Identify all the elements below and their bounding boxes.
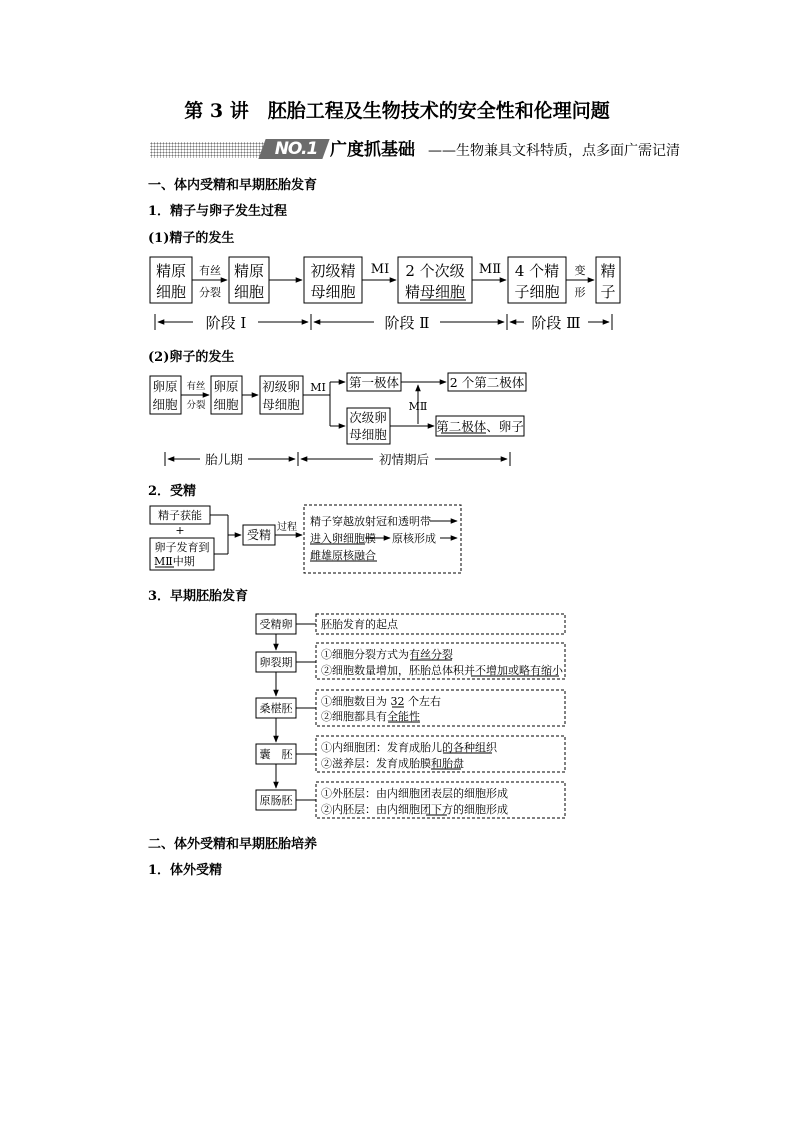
sperm-box4-line2: 精母细胞: [404, 283, 466, 301]
sub-2-heading: (2)卵子的发生: [148, 350, 235, 365]
embryo-desc-2b: ②细胞数量增加，胚胎总体积并不增加或略有缩小: [321, 664, 563, 677]
banner-subtitle: ——生物兼具文科特质，点多面广需记清: [428, 143, 680, 159]
sperm-arrow4-label: MⅡ: [478, 262, 502, 277]
embryo-desc-4a: ①内细胞团：发育成胎儿的各种组织: [321, 741, 497, 754]
sperm-arrow5-label-bottom: 形: [574, 286, 586, 299]
egg-final: 第二极体、卵子: [436, 419, 524, 434]
egg-box2-line2: 细胞: [213, 397, 239, 412]
embryo-stage-3: 桑椹胚: [259, 702, 293, 715]
egg-arrow1-label-top: 有丝: [186, 381, 206, 392]
sperm-box3-line1: 初级精: [310, 262, 356, 280]
sperm-box5-line1: 4 个精: [514, 262, 560, 280]
banner-title: 广度抓基础: [330, 140, 415, 160]
embryo-desc-3a: ①细胞数目为 32 个左右: [321, 695, 441, 708]
embryo-stage-1: 受精卵: [259, 618, 293, 631]
embryo-desc-4b: ②滋养层：发育成胎膜和胎盘: [321, 757, 464, 770]
egg-mii-label: MⅡ: [408, 400, 428, 413]
sperm-arrow3-label: MⅠ: [370, 262, 390, 277]
sperm-box6-line2: 子: [600, 283, 616, 301]
sperm-arrow1-label-top: 有丝: [199, 264, 221, 277]
egg-secondary-line2: 母细胞: [349, 427, 387, 442]
section-1-heading: 一、体内受精和早期胚胎发育: [148, 178, 318, 193]
egg-second-polar-bodies: 2 个第二极体: [449, 375, 525, 390]
fert-step-3: 雌雄原核融合: [310, 549, 376, 562]
sperm-box1-line2: 细胞: [155, 283, 187, 301]
stage-3-label: 阶段 Ⅲ: [531, 314, 581, 332]
embryo-desc-3b: ②细胞都具有全能性: [321, 710, 420, 723]
embryo-desc-1: 胚胎发育的起点: [321, 618, 398, 631]
item-3-heading: 3．早期胚胎发育: [148, 589, 249, 604]
page-title: 第 3 讲 胚胎工程及生物技术的安全性和伦理问题: [184, 100, 610, 122]
embryo-stage-4: 囊 胚: [259, 748, 293, 761]
sperm-box6-line1: 精: [600, 262, 616, 280]
period-2-label: 初情期后: [378, 452, 430, 467]
egg-box1-line2: 细胞: [152, 397, 178, 412]
sperm-box2-line2: 细胞: [233, 283, 265, 301]
embryo-desc-5a: ①外胚层：由内细胞团表层的细胞形成: [321, 787, 508, 800]
fert-step-2b: 原核形成: [392, 532, 436, 545]
egg-box2-line1: 卵原: [213, 379, 239, 394]
fert-oocyte-line1: 卵子发育到: [154, 541, 210, 554]
sub-1-heading: (1)精子的发生: [148, 231, 235, 246]
egg-arrow1-label-bottom: 分裂: [186, 400, 206, 411]
fert-plus: +: [175, 524, 185, 537]
section-2-heading: 二、体外受精和早期胚胎培养: [148, 837, 318, 852]
embryo-stage-5: 原肠胚: [259, 794, 293, 807]
sperm-arrow5-label-top: 变: [574, 264, 586, 277]
fert-step-1: 精子穿越放射冠和透明带: [310, 515, 431, 528]
fert-oocyte-line2: MⅡ中期: [154, 555, 195, 568]
egg-mi-label: MⅠ: [310, 381, 326, 394]
egg-box1-line1: 卵原: [152, 379, 178, 394]
sperm-box2-line1: 精原: [233, 262, 265, 280]
sperm-box4-line1: 2 个次级: [405, 262, 465, 280]
banner-tag: NO.1: [274, 139, 318, 159]
section-2-item-1: 1．体外受精: [148, 863, 223, 878]
egg-box3-line2: 母细胞: [262, 397, 300, 412]
embryo-desc-2a: ①细胞分裂方式为有丝分裂: [321, 648, 453, 661]
fert-center: 受精: [246, 528, 272, 542]
egg-box3-line1: 初级卵: [262, 379, 300, 394]
sperm-box1-line1: 精原: [155, 262, 187, 280]
sperm-box3-line2: 母细胞: [310, 283, 356, 301]
stage-1-label: 阶段 Ⅰ: [205, 314, 247, 332]
fert-process-label: 过程: [277, 522, 297, 533]
sperm-arrow1-label-bottom: 分裂: [199, 286, 221, 299]
embryo-desc-5b: ②内胚层：由内细胞团下方的细胞形成: [321, 803, 508, 816]
fert-capacitation: 精子获能: [158, 509, 202, 522]
egg-secondary-line1: 次级卵: [349, 410, 387, 425]
period-1-label: 胎儿期: [205, 452, 243, 467]
stage-2-label: 阶段 Ⅱ: [384, 314, 430, 332]
egg-first-polar-body: 第一极体: [348, 375, 400, 390]
item-2-heading: 2．受精: [148, 484, 197, 499]
sperm-box5-line2: 子细胞: [514, 283, 560, 301]
item-1-heading: 1．精子与卵子发生过程: [148, 204, 288, 219]
fert-step-2a: 进入卵细胞膜: [310, 532, 376, 545]
embryo-stage-2: 卵裂期: [259, 656, 293, 669]
